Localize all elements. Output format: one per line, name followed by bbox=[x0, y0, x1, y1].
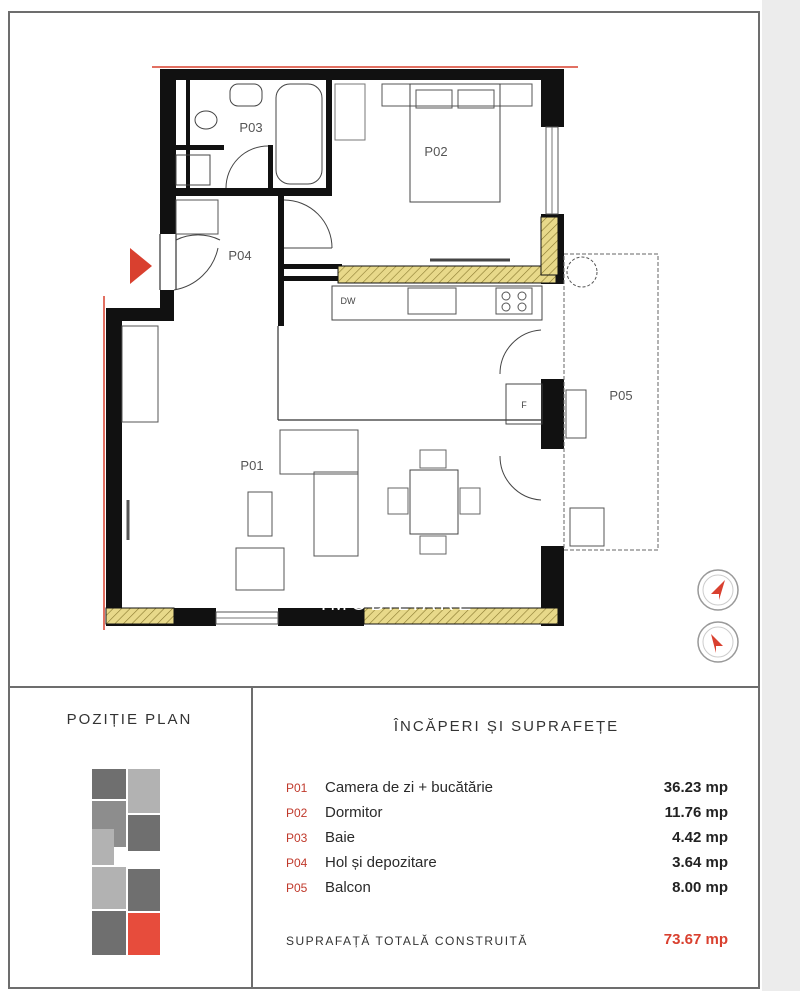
room-code: P02 bbox=[286, 806, 308, 820]
balcony-door-swing-top bbox=[500, 330, 541, 374]
armchair-icon bbox=[236, 548, 284, 590]
bed-headboard bbox=[382, 84, 532, 106]
position-block bbox=[92, 911, 126, 955]
selected-apartment-block[interactable] bbox=[128, 913, 160, 955]
position-block bbox=[128, 869, 160, 911]
hatch-bedroom-right bbox=[541, 217, 558, 275]
room-area: 4.42 mp bbox=[672, 829, 728, 846]
bed-icon bbox=[410, 84, 500, 202]
hatch-bedroom-bottom bbox=[338, 266, 556, 283]
plant-icon bbox=[567, 257, 597, 287]
coffee-table bbox=[248, 492, 272, 536]
label-dishwasher: DW bbox=[340, 296, 356, 306]
watermark: IMOBILIARE bbox=[320, 593, 476, 615]
balcony-cabinet bbox=[566, 390, 586, 438]
position-block bbox=[128, 769, 160, 813]
room-name: Baie bbox=[325, 829, 356, 846]
kitchen-sink-icon bbox=[408, 288, 456, 314]
bedroom-wardrobe bbox=[335, 84, 365, 140]
compass-icon bbox=[698, 622, 738, 662]
room-code: P05 bbox=[286, 881, 308, 895]
bath-door-swing bbox=[226, 146, 268, 188]
room-name: Dormitor bbox=[325, 804, 383, 821]
label-p05: P05 bbox=[609, 388, 633, 403]
room-area: 8.00 mp bbox=[672, 879, 728, 896]
total-area-row bbox=[286, 931, 728, 953]
toilet-icon bbox=[195, 111, 217, 129]
room-row bbox=[286, 879, 728, 901]
room-name: Balcon bbox=[325, 879, 371, 896]
total-area-value: 73.67 mp bbox=[663, 931, 728, 948]
room-row bbox=[286, 804, 728, 826]
living-wardrobe bbox=[122, 326, 158, 422]
partitions bbox=[160, 234, 541, 420]
washing-machine-icon bbox=[176, 155, 210, 185]
total-area-label: SUPRAFAȚĂ TOTALĂ CONSTRUITĂ bbox=[286, 934, 528, 948]
bedroom-door-swing bbox=[284, 200, 332, 248]
position-block bbox=[92, 867, 126, 909]
rooms-panel-title: ÎNCĂPERI ȘI SUPRAFEȚE bbox=[393, 718, 620, 735]
label-p02: P02 bbox=[424, 144, 448, 159]
walls bbox=[106, 69, 564, 626]
sofa-back bbox=[280, 430, 358, 474]
label-p01: P01 bbox=[240, 458, 264, 473]
room-row bbox=[286, 829, 728, 851]
hall-storage bbox=[176, 200, 218, 234]
label-fridge: F bbox=[521, 400, 527, 410]
label-p04: P04 bbox=[228, 248, 252, 263]
bathtub-icon bbox=[276, 84, 322, 184]
entrance-arrow-icon bbox=[130, 248, 152, 284]
label-p03: P03 bbox=[239, 120, 263, 135]
position-panel-title: POZIȚIE PLAN bbox=[66, 711, 193, 728]
entry-door-swing bbox=[174, 248, 218, 290]
hall-door-swing bbox=[176, 235, 220, 240]
position-block bbox=[92, 769, 126, 799]
balcony-door-swing-bottom bbox=[500, 456, 541, 500]
room-name: Hol și depozitare bbox=[325, 854, 437, 871]
cooktop-icon bbox=[496, 288, 532, 314]
room-area: 11.76 mp bbox=[664, 804, 728, 821]
balcony-chair bbox=[570, 508, 604, 546]
sink-icon bbox=[230, 84, 262, 106]
building-position-map bbox=[92, 769, 160, 955]
room-row bbox=[286, 854, 728, 876]
position-block bbox=[92, 829, 114, 865]
divider-horizontal bbox=[8, 686, 760, 688]
room-name: Camera de zi + bucătărie bbox=[325, 779, 494, 796]
position-block bbox=[128, 815, 160, 851]
kitchen-counter bbox=[332, 286, 542, 320]
dining-table-icon bbox=[410, 470, 458, 534]
room-row bbox=[286, 779, 728, 801]
room-code: P03 bbox=[286, 831, 308, 845]
room-area: 36.23 mp bbox=[663, 779, 728, 796]
sofa-icon bbox=[314, 472, 358, 556]
hatch-living-left bbox=[106, 608, 174, 624]
room-code: P01 bbox=[286, 781, 308, 795]
room-area: 3.64 mp bbox=[672, 854, 728, 871]
room-code: P04 bbox=[286, 856, 308, 870]
compass-icon bbox=[698, 570, 738, 610]
